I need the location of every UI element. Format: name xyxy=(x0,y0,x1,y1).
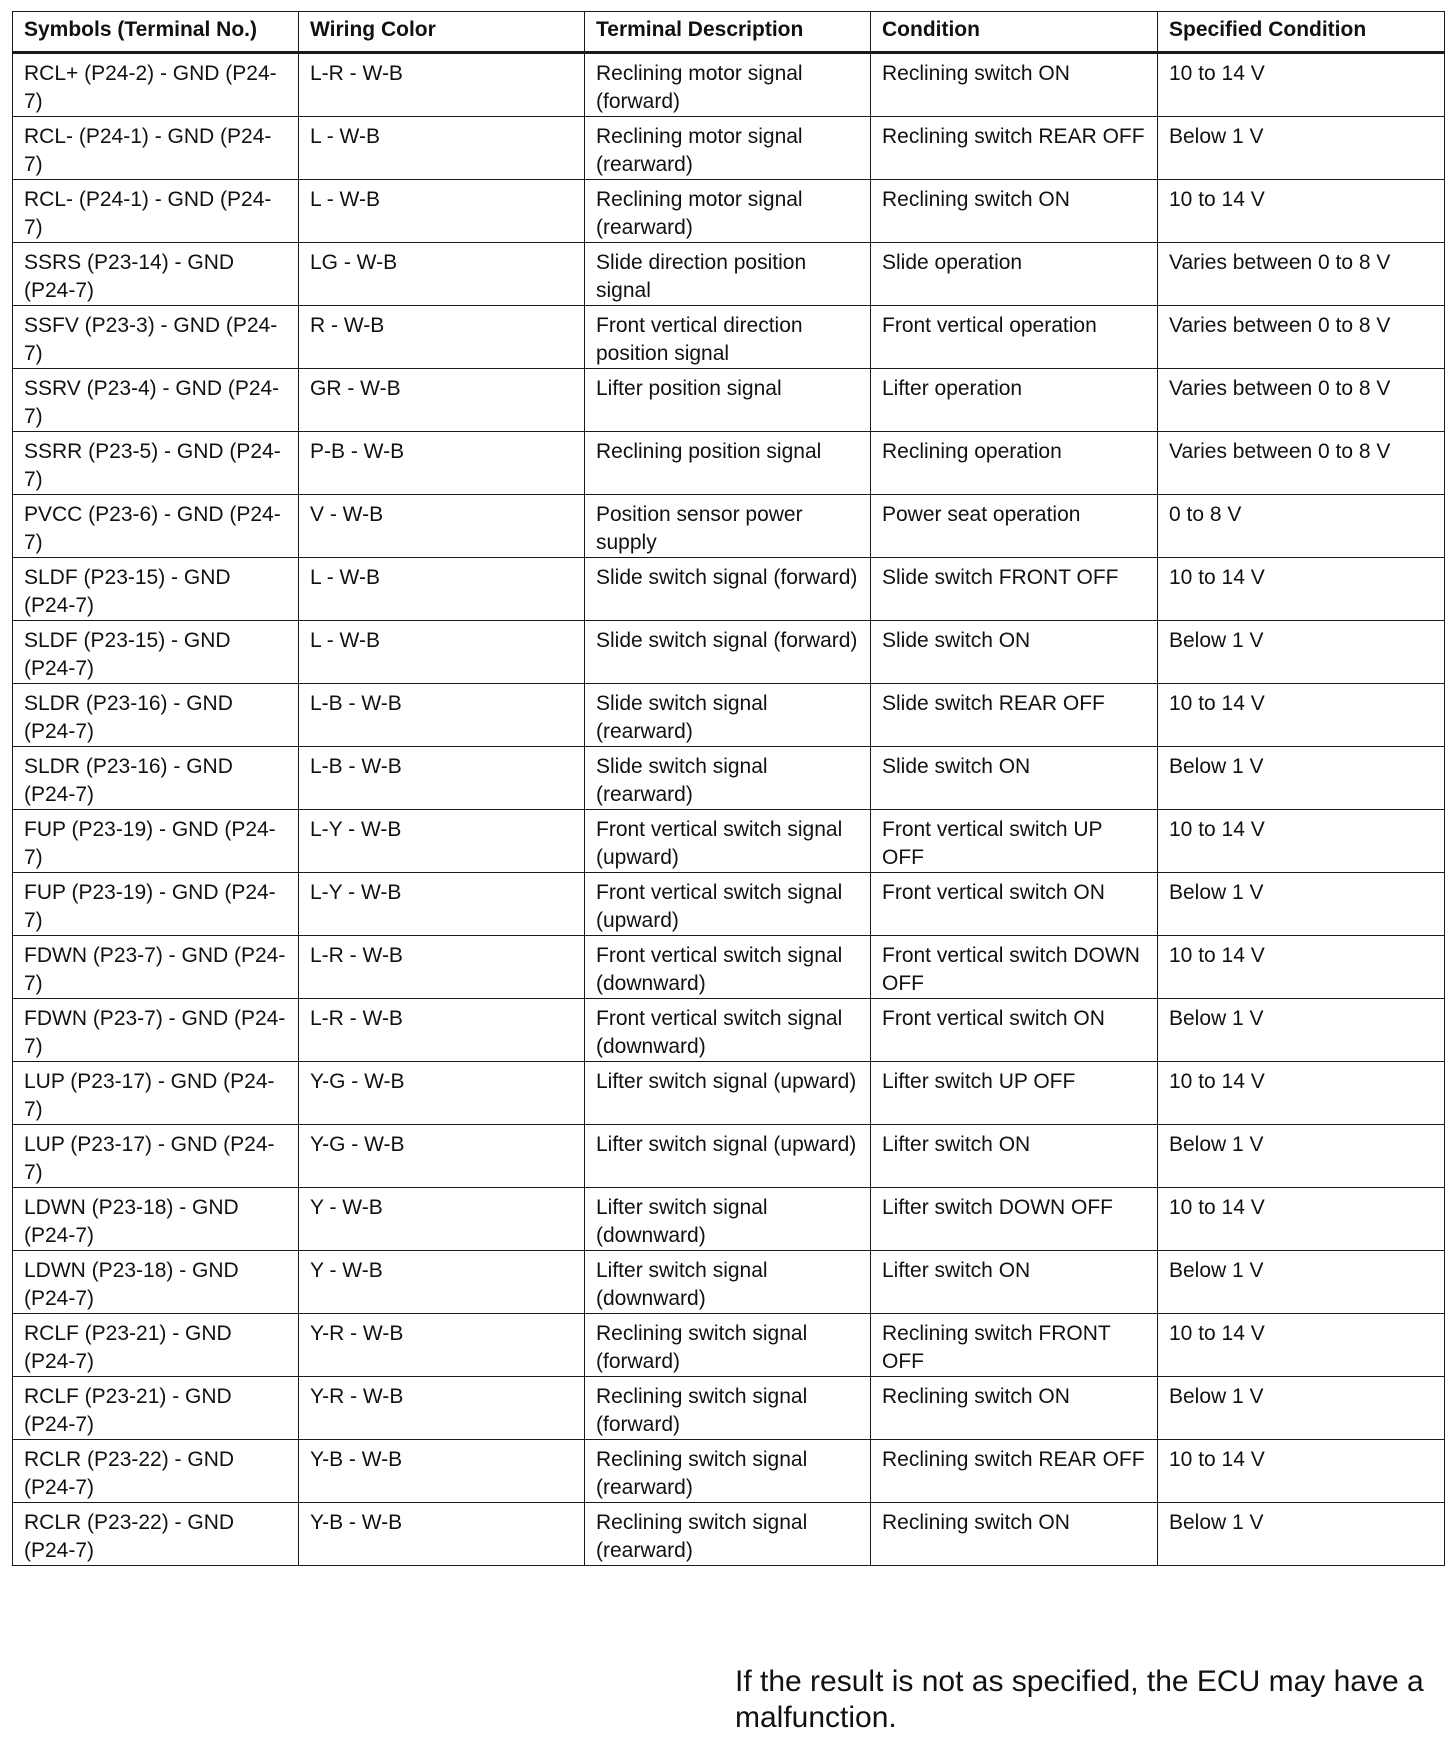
cell-wiring-color: R - W-B xyxy=(299,306,585,369)
cell-wiring-color: LG - W-B xyxy=(299,243,585,306)
table-row xyxy=(13,1314,1445,1377)
table-row xyxy=(13,1377,1445,1440)
cell-wiring-color: L - W-B xyxy=(299,180,585,243)
table-row xyxy=(13,621,1445,684)
header-condition: Condition xyxy=(871,12,1158,53)
cell-condition: Reclining switch REAR OFF xyxy=(871,1440,1158,1503)
cell-symbols: RCL- (P24-1) - GND (P24-7) xyxy=(13,117,299,180)
cell-specified-condition: 10 to 14 V xyxy=(1158,53,1445,117)
cell-condition: Lifter switch UP OFF xyxy=(871,1062,1158,1125)
cell-condition: Lifter operation xyxy=(871,369,1158,432)
cell-terminal-description: Slide direction position signal xyxy=(585,243,871,306)
terminal-spec-table xyxy=(12,11,1445,1566)
cell-symbols: SSFV (P23-3) - GND (P24-7) xyxy=(13,306,299,369)
cell-wiring-color: L-R - W-B xyxy=(299,53,585,117)
cell-wiring-color: Y-R - W-B xyxy=(299,1377,585,1440)
cell-wiring-color: Y - W-B xyxy=(299,1188,585,1251)
cell-wiring-color: Y-B - W-B xyxy=(299,1440,585,1503)
cell-terminal-description: Reclining switch signal (rearward) xyxy=(585,1503,871,1566)
cell-symbols: FUP (P23-19) - GND (P24-7) xyxy=(13,873,299,936)
cell-specified-condition: Below 1 V xyxy=(1158,1251,1445,1314)
cell-specified-condition: Varies between 0 to 8 V xyxy=(1158,306,1445,369)
cell-condition: Front vertical switch UP OFF xyxy=(871,810,1158,873)
cell-wiring-color: L-R - W-B xyxy=(299,999,585,1062)
cell-symbols: SSRV (P23-4) - GND (P24-7) xyxy=(13,369,299,432)
cell-specified-condition: Below 1 V xyxy=(1158,621,1445,684)
cell-symbols: FUP (P23-19) - GND (P24-7) xyxy=(13,810,299,873)
cell-terminal-description: Reclining motor signal (forward) xyxy=(585,53,871,117)
header-terminal-description: Terminal Description xyxy=(585,12,871,53)
cell-wiring-color: P-B - W-B xyxy=(299,432,585,495)
cell-terminal-description: Slide switch signal (forward) xyxy=(585,558,871,621)
cell-specified-condition: 10 to 14 V xyxy=(1158,1062,1445,1125)
cell-wiring-color: Y-G - W-B xyxy=(299,1062,585,1125)
cell-wiring-color: L-Y - W-B xyxy=(299,873,585,936)
cell-symbols: LUP (P23-17) - GND (P24-7) xyxy=(13,1125,299,1188)
cell-symbols: LDWN (P23-18) - GND (P24-7) xyxy=(13,1251,299,1314)
cell-terminal-description: Position sensor power supply xyxy=(585,495,871,558)
table-row xyxy=(13,558,1445,621)
cell-wiring-color: GR - W-B xyxy=(299,369,585,432)
cell-specified-condition: 10 to 14 V xyxy=(1158,1440,1445,1503)
cell-specified-condition: 10 to 14 V xyxy=(1158,810,1445,873)
cell-symbols: RCL- (P24-1) - GND (P24-7) xyxy=(13,180,299,243)
cell-symbols: RCL+ (P24-2) - GND (P24-7) xyxy=(13,53,299,117)
cell-symbols: FDWN (P23-7) - GND (P24-7) xyxy=(13,999,299,1062)
cell-condition: Reclining switch ON xyxy=(871,1377,1158,1440)
cell-symbols: FDWN (P23-7) - GND (P24-7) xyxy=(13,936,299,999)
cell-condition: Reclining switch ON xyxy=(871,180,1158,243)
cell-condition: Front vertical switch DOWN OFF xyxy=(871,936,1158,999)
cell-specified-condition: Below 1 V xyxy=(1158,873,1445,936)
table-row xyxy=(13,684,1445,747)
cell-wiring-color: Y-R - W-B xyxy=(299,1314,585,1377)
cell-condition: Reclining switch FRONT OFF xyxy=(871,1314,1158,1377)
cell-terminal-description: Slide switch signal (rearward) xyxy=(585,684,871,747)
table-body xyxy=(13,53,1445,1566)
cell-terminal-description: Slide switch signal (rearward) xyxy=(585,747,871,810)
cell-specified-condition: Below 1 V xyxy=(1158,747,1445,810)
table-row xyxy=(13,117,1445,180)
cell-specified-condition: Below 1 V xyxy=(1158,117,1445,180)
table-row xyxy=(13,747,1445,810)
cell-specified-condition: 10 to 14 V xyxy=(1158,558,1445,621)
cell-terminal-description: Reclining switch signal (forward) xyxy=(585,1377,871,1440)
cell-terminal-description: Lifter switch signal (upward) xyxy=(585,1125,871,1188)
table-row xyxy=(13,495,1445,558)
cell-wiring-color: L-Y - W-B xyxy=(299,810,585,873)
cell-terminal-description: Lifter switch signal (downward) xyxy=(585,1251,871,1314)
cell-terminal-description: Lifter switch signal (upward) xyxy=(585,1062,871,1125)
cell-condition: Slide switch REAR OFF xyxy=(871,684,1158,747)
cell-condition: Slide switch ON xyxy=(871,621,1158,684)
cell-terminal-description: Lifter switch signal (downward) xyxy=(585,1188,871,1251)
table-row xyxy=(13,1440,1445,1503)
table-row xyxy=(13,1251,1445,1314)
cell-condition: Front vertical switch ON xyxy=(871,873,1158,936)
cell-condition: Lifter switch ON xyxy=(871,1251,1158,1314)
cell-symbols: RCLF (P23-21) - GND (P24-7) xyxy=(13,1314,299,1377)
cell-terminal-description: Front vertical direction position signal xyxy=(585,306,871,369)
cell-wiring-color: L-R - W-B xyxy=(299,936,585,999)
header-specified-condition: Specified Condition xyxy=(1158,12,1445,53)
cell-condition: Lifter switch DOWN OFF xyxy=(871,1188,1158,1251)
cell-condition: Reclining switch REAR OFF xyxy=(871,117,1158,180)
cell-symbols: SSRR (P23-5) - GND (P24-7) xyxy=(13,432,299,495)
cell-condition: Slide switch ON xyxy=(871,747,1158,810)
cell-symbols: SLDR (P23-16) - GND (P24-7) xyxy=(13,684,299,747)
cell-symbols: SSRS (P23-14) - GND (P24-7) xyxy=(13,243,299,306)
cell-condition: Slide operation xyxy=(871,243,1158,306)
cell-condition: Front vertical switch ON xyxy=(871,999,1158,1062)
cell-symbols: LDWN (P23-18) - GND (P24-7) xyxy=(13,1188,299,1251)
cell-terminal-description: Reclining motor signal (rearward) xyxy=(585,180,871,243)
table-row xyxy=(13,1062,1445,1125)
cell-terminal-description: Front vertical switch signal (downward) xyxy=(585,936,871,999)
table-header-row xyxy=(13,12,1445,53)
cell-wiring-color: L-B - W-B xyxy=(299,747,585,810)
cell-wiring-color: L - W-B xyxy=(299,621,585,684)
cell-terminal-description: Lifter position signal xyxy=(585,369,871,432)
cell-specified-condition: Varies between 0 to 8 V xyxy=(1158,243,1445,306)
table-row xyxy=(13,243,1445,306)
table-row xyxy=(13,1188,1445,1251)
table-row xyxy=(13,810,1445,873)
cell-wiring-color: L - W-B xyxy=(299,558,585,621)
cell-specified-condition: 10 to 14 V xyxy=(1158,936,1445,999)
cell-condition: Reclining operation xyxy=(871,432,1158,495)
cell-condition: Front vertical operation xyxy=(871,306,1158,369)
header-wiring-color: Wiring Color xyxy=(299,12,585,53)
cell-symbols: SLDF (P23-15) - GND (P24-7) xyxy=(13,558,299,621)
table-row xyxy=(13,53,1445,117)
table-row xyxy=(13,936,1445,999)
cell-symbols: LUP (P23-17) - GND (P24-7) xyxy=(13,1062,299,1125)
cell-specified-condition: Below 1 V xyxy=(1158,1377,1445,1440)
cell-condition: Lifter switch ON xyxy=(871,1125,1158,1188)
cell-terminal-description: Reclining switch signal (forward) xyxy=(585,1314,871,1377)
cell-specified-condition: Varies between 0 to 8 V xyxy=(1158,369,1445,432)
cell-specified-condition: Below 1 V xyxy=(1158,1125,1445,1188)
cell-condition: Slide switch FRONT OFF xyxy=(871,558,1158,621)
cell-terminal-description: Front vertical switch signal (downward) xyxy=(585,999,871,1062)
table-row xyxy=(13,432,1445,495)
cell-wiring-color: L - W-B xyxy=(299,117,585,180)
cell-symbols: RCLF (P23-21) - GND (P24-7) xyxy=(13,1377,299,1440)
cell-terminal-description: Reclining switch signal (rearward) xyxy=(585,1440,871,1503)
cell-condition: Power seat operation xyxy=(871,495,1158,558)
table-row xyxy=(13,1503,1445,1566)
table-row xyxy=(13,369,1445,432)
cell-condition: Reclining switch ON xyxy=(871,53,1158,117)
cell-symbols: RCLR (P23-22) - GND (P24-7) xyxy=(13,1503,299,1566)
cell-specified-condition: 10 to 14 V xyxy=(1158,1188,1445,1251)
cell-specified-condition: Varies between 0 to 8 V xyxy=(1158,432,1445,495)
table-row xyxy=(13,1125,1445,1188)
cell-specified-condition: 10 to 14 V xyxy=(1158,684,1445,747)
table-row xyxy=(13,306,1445,369)
cell-specified-condition: 0 to 8 V xyxy=(1158,495,1445,558)
table-row xyxy=(13,999,1445,1062)
cell-specified-condition: Below 1 V xyxy=(1158,1503,1445,1566)
cell-specified-condition: 10 to 14 V xyxy=(1158,1314,1445,1377)
cell-terminal-description: Reclining motor signal (rearward) xyxy=(585,117,871,180)
cell-symbols: SLDR (P23-16) - GND (P24-7) xyxy=(13,747,299,810)
cell-terminal-description: Reclining position signal xyxy=(585,432,871,495)
cell-symbols: RCLR (P23-22) - GND (P24-7) xyxy=(13,1440,299,1503)
cell-wiring-color: V - W-B xyxy=(299,495,585,558)
cell-terminal-description: Slide switch signal (forward) xyxy=(585,621,871,684)
cell-wiring-color: Y - W-B xyxy=(299,1251,585,1314)
cell-wiring-color: Y-B - W-B xyxy=(299,1503,585,1566)
cell-symbols: PVCC (P23-6) - GND (P24-7) xyxy=(13,495,299,558)
cell-specified-condition: 10 to 14 V xyxy=(1158,180,1445,243)
cell-symbols: SLDF (P23-15) - GND (P24-7) xyxy=(13,621,299,684)
cell-terminal-description: Front vertical switch signal (upward) xyxy=(585,810,871,873)
header-symbols: Symbols (Terminal No.) xyxy=(13,12,299,53)
cell-wiring-color: Y-G - W-B xyxy=(299,1125,585,1188)
table-row xyxy=(13,873,1445,936)
malfunction-note: If the result is not as specified, the ECU may have a malfunction. xyxy=(735,1665,1424,1734)
cell-wiring-color: L-B - W-B xyxy=(299,684,585,747)
cell-condition: Reclining switch ON xyxy=(871,1503,1158,1566)
cell-specified-condition: Below 1 V xyxy=(1158,999,1445,1062)
cell-terminal-description: Front vertical switch signal (upward) xyxy=(585,873,871,936)
table-row xyxy=(13,180,1445,243)
